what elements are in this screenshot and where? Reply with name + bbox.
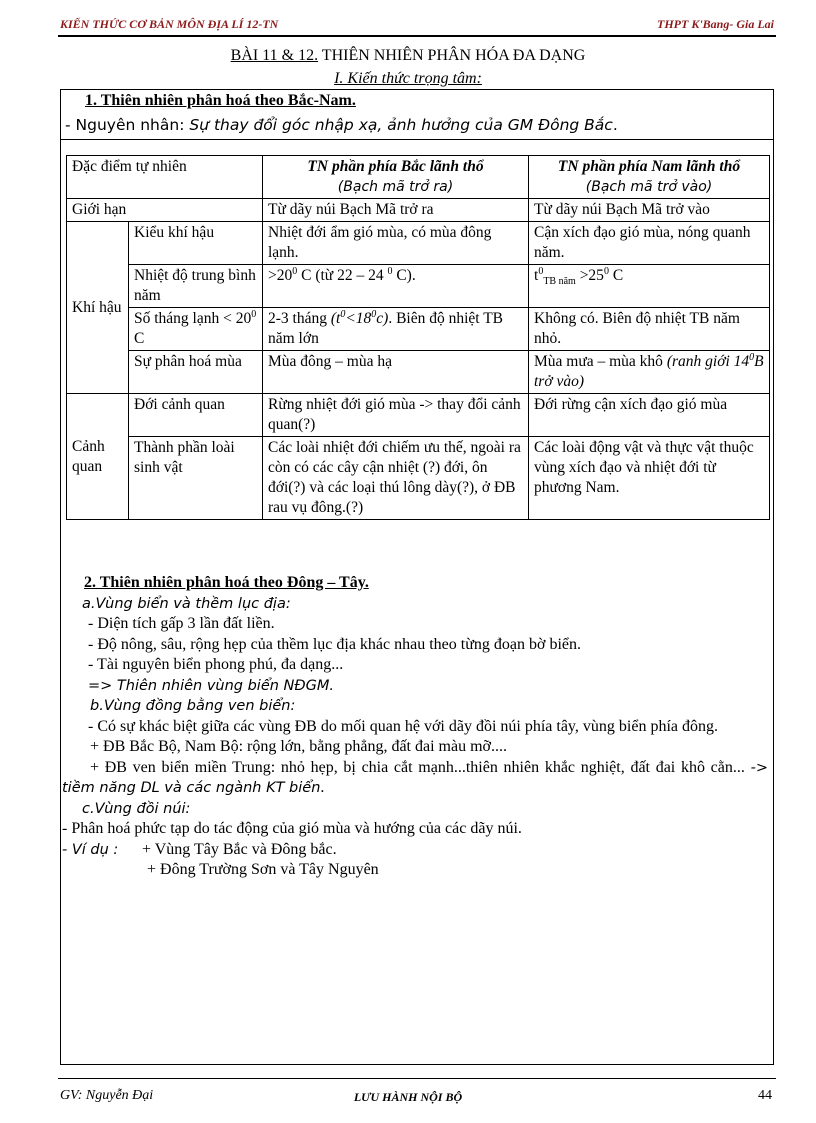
header-rule xyxy=(58,35,776,37)
lesson-number: BÀI 11 & 12. xyxy=(230,47,319,64)
table-row-climate-type xyxy=(67,222,770,265)
example-line-1: - Ví dụ : + Vùng Tây Bắc và Đông bắc. xyxy=(62,840,337,858)
cause-end: . xyxy=(612,116,618,134)
col-feature: Đặc điểm tự nhiên xyxy=(67,156,263,199)
table-header-row xyxy=(67,156,770,199)
section1-heading: 1. Thiên nhiên phân hoá theo Bắc-Nam. xyxy=(85,92,356,109)
species-label: Thành phần loài sinh vật xyxy=(129,437,263,520)
north-south-table xyxy=(66,155,770,520)
cause-text: Sự thay đổi góc nhập xạ, ảnh hưởng của GM Đông Bắc xyxy=(184,116,613,134)
plain-item-1: - Có sự khác biệt giữa các vùng ĐB do mối quan hệ với dãy đồi núi phía tây, vùng biển phía đông. xyxy=(88,717,718,735)
sea-item-1: - Diện tích gấp 3 lần đất liền. xyxy=(88,615,275,632)
cause-line xyxy=(65,116,618,134)
plain-item-3: + ĐB ven biển miền Trung: nhỏ hẹp, bị chia cắt mạnh...thiên nhiên khắc nghiệt, đất đai khô cằn... -> tiềm năng DL và các ngành KT biển. xyxy=(62,758,768,796)
header-right: THPT K'Bang- Gia Lai xyxy=(657,17,774,31)
zone-label: Đới cảnh quan xyxy=(129,394,263,437)
plain-title: b.Vùng đồng bằng ven biển: xyxy=(90,698,296,714)
temp-south: $t^0_{TB năm} >25^0$ C xyxy=(529,265,770,308)
climate-type-label: Kiểu khí hậu xyxy=(129,222,263,265)
boundary-north: Từ dãy núi Bạch Mã trở ra xyxy=(263,199,529,222)
page-number: 44 xyxy=(758,1088,772,1103)
table-row-boundary xyxy=(67,199,770,222)
boundary-label: Giới hạn xyxy=(67,199,263,222)
table-row-zone xyxy=(67,394,770,437)
zone-south: Đới rừng cận xích đạo gió mùa xyxy=(529,394,770,437)
seasons-label: Sự phân hoá mùa xyxy=(129,351,263,394)
cause-label: - Nguyên nhân: xyxy=(65,116,185,134)
sea-item-2: - Độ nông, sâu, rộng hẹp của thềm lục địa khác nhau theo từng đoạn bờ biển. xyxy=(88,635,582,653)
footer-author: GV: Nguyễn Đại xyxy=(60,1088,154,1103)
col-north: TN phần phía Bắc lãnh thổ (Bạch mã trở ra) xyxy=(263,156,529,199)
lesson-name: THIÊN NHIÊN PHÂN HÓA ĐA DẠNG xyxy=(318,47,586,64)
table-row-seasons xyxy=(67,351,770,394)
zone-north: Rừng nhiệt đới gió mùa -> thay đổi cảnh quan(?) xyxy=(263,394,529,437)
col-south: TN phần phía Nam lãnh thổ (Bạch mã trở vào) xyxy=(529,156,770,199)
climate-group: Khí hậu xyxy=(67,222,129,394)
sea-conclusion: => Thiên nhiên vùng biển NĐGM. xyxy=(88,677,334,694)
table-row-cold-months xyxy=(67,308,770,351)
cause-rule xyxy=(60,139,774,140)
temp-label: Nhiệt độ trung bình năm xyxy=(129,265,263,308)
cold-months-south: Không có. Biên độ nhiệt TB năm nhỏ. xyxy=(529,308,770,351)
temp-north: $>20^0$ C (từ 22 – 24 $^0$ C). xyxy=(263,265,529,308)
header-left: KIẾN THỨC CƠ BẢN MÔN ĐỊA LÍ 12-TN xyxy=(60,17,279,31)
seasons-north: Mùa đông – mùa hạ xyxy=(263,351,529,394)
species-north: Các loài nhiệt đới chiếm ưu thế, ngoài ra còn có các cây cận nhiệt (?) đới, ôn đới(?) và các loại thú lông dày(?), ở ĐB rau vụ đông.(?) xyxy=(263,437,529,520)
seasons-south: Mùa mưa – mùa khô (ranh giới $14^0B$ trở vào) xyxy=(529,351,770,394)
species-south: Các loài động vật và thực vật thuộc vùng xích đạo và nhiệt đới từ phương Nam. xyxy=(529,437,770,520)
sea-item-3: - Tài nguyên biển phong phú, đa dạng... xyxy=(88,656,344,673)
hill-item-1: - Phân hoá phức tạp do tác động của gió mùa và hướng của các dãy núi. xyxy=(62,820,522,837)
cold-months-label: Số tháng lạnh < $20^0$ C xyxy=(129,308,263,351)
table-row-species xyxy=(67,437,770,520)
footer-notice: LƯU HÀNH NỘI BỘ xyxy=(353,1090,463,1104)
section2 xyxy=(62,573,768,881)
page-title xyxy=(0,47,816,65)
boundary-south: Từ dãy núi Bạch Mã trở vào xyxy=(529,199,770,222)
table-row-temperature xyxy=(67,265,770,308)
landscape-group: Cảnh quan xyxy=(67,394,129,520)
climate-type-north: Nhiệt đới ẩm gió mùa, có mùa đông lạnh. xyxy=(263,222,529,265)
footer-rule xyxy=(58,1078,776,1079)
section2-heading: 2. Thiên nhiên phân hoá theo Đông – Tây. xyxy=(84,574,369,591)
page-subtitle: I. Kiến thức trọng tâm: xyxy=(334,70,482,87)
plain-item-2: + ĐB Bắc Bộ, Nam Bộ: rộng lớn, bằng phẳng, đất đai màu mỡ.... xyxy=(90,738,507,755)
climate-type-south: Cận xích đạo gió mùa, nóng quanh năm. xyxy=(529,222,770,265)
example-line-2: + Đông Trường Sơn và Tây Nguyên xyxy=(147,861,379,878)
sea-title: a.Vùng biển và thềm lục địa: xyxy=(82,595,291,612)
cold-months-north: 2-3 tháng $(t^0<18^0c)$. Biên độ nhiệt TB năm lớn xyxy=(263,308,529,351)
hill-title: c.Vùng đồi núi: xyxy=(82,800,191,817)
